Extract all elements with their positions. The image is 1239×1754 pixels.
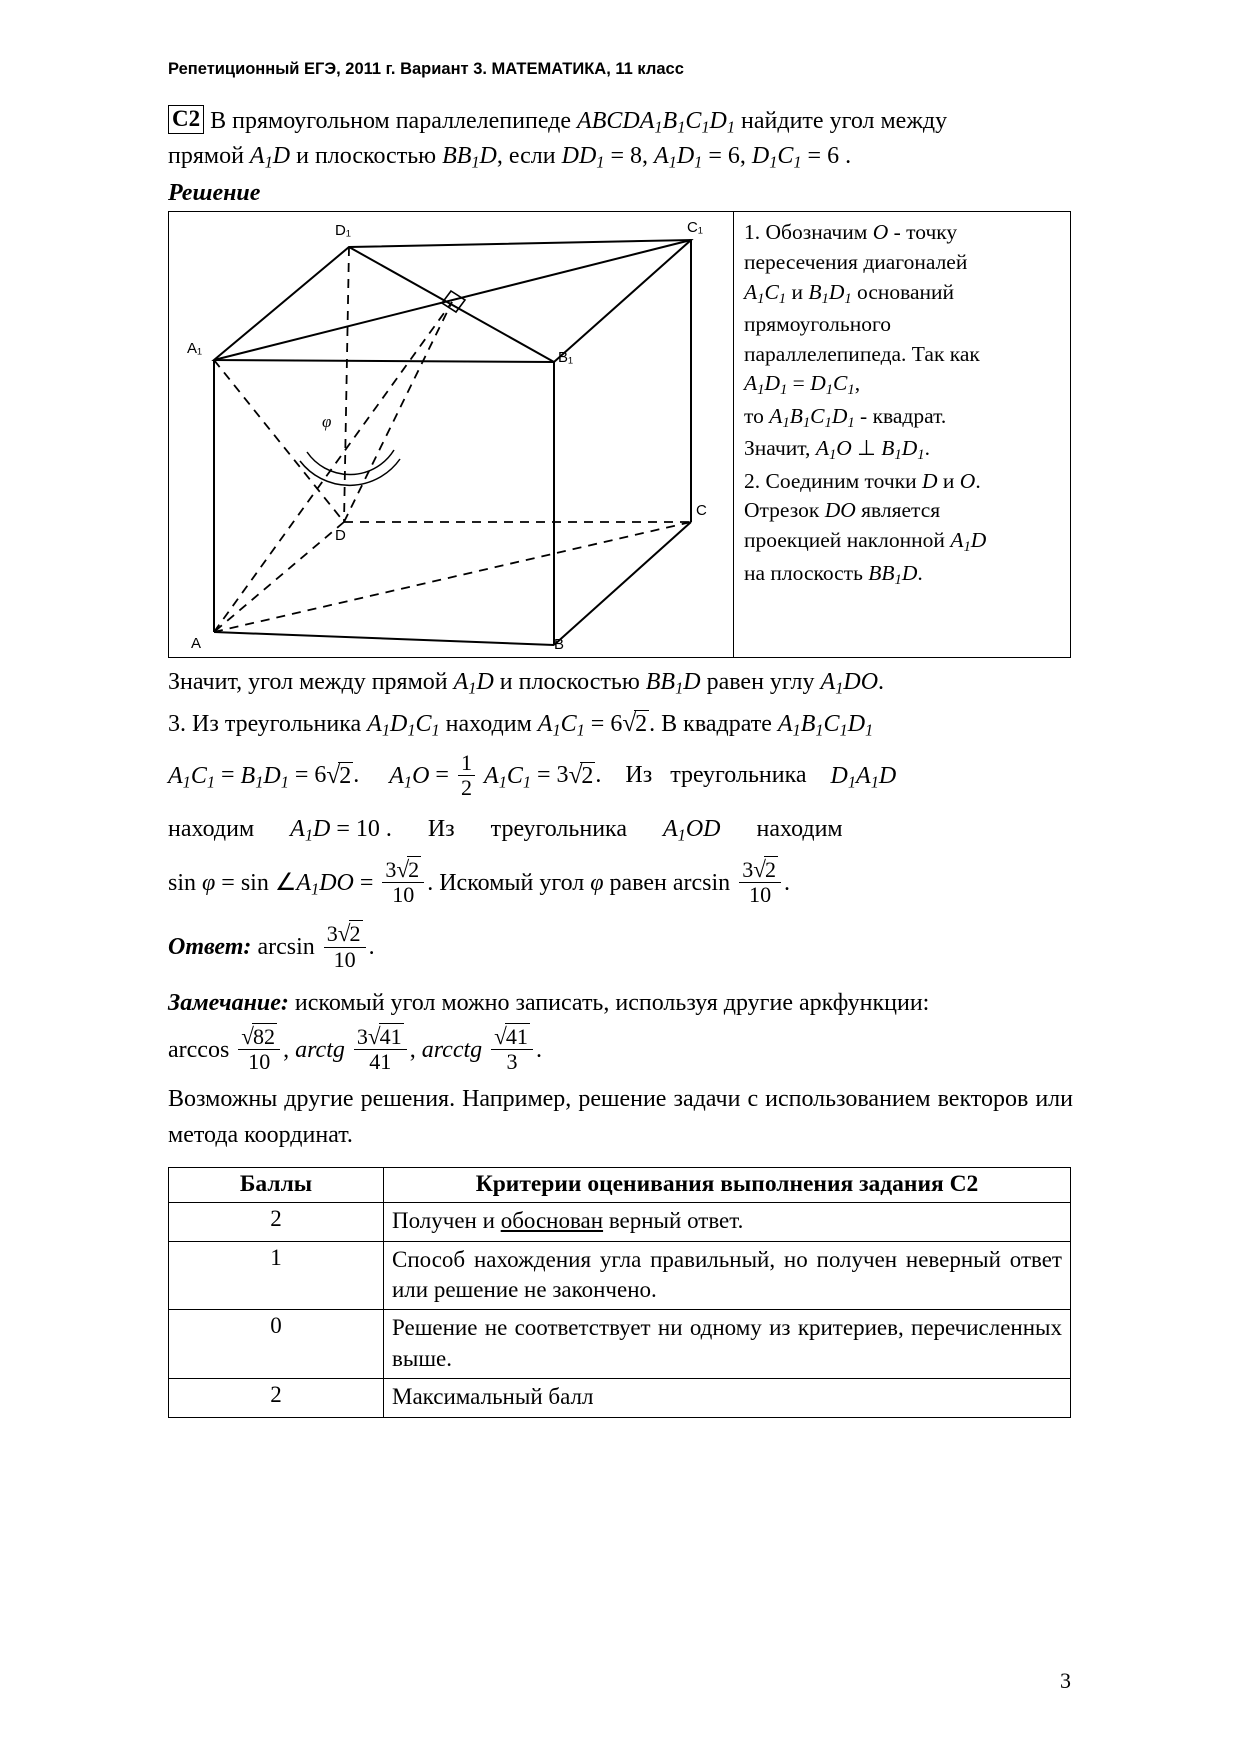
vertex-label-d1: D₁ xyxy=(335,222,351,240)
document-content xyxy=(168,104,1073,1418)
angle-phi-label: φ xyxy=(322,412,332,432)
line-after-figure: Значит, угол между прямой $A_1D$ и плоскостью $BB_1D$ равен углу $A_1DO$. xyxy=(168,669,885,698)
line-a1d: $A_1D$ xyxy=(249,143,291,172)
vertex-label-d: D xyxy=(335,527,346,545)
solution-label: Решение xyxy=(168,180,261,207)
side-text-line-4: прямоугольного xyxy=(744,312,892,337)
vertex-label-a: A xyxy=(191,635,202,653)
table-row xyxy=(169,1241,1071,1310)
side-text-line-3: $A_1C_1$ и $B_1D_1$ оснований xyxy=(744,279,955,307)
remark-text: искомый угол можно записать, используя другие аркфункции: xyxy=(294,989,930,1016)
figure-side-text xyxy=(734,212,1070,657)
given-d1c1: $D_1C_1$ xyxy=(751,143,802,172)
table-row xyxy=(169,1310,1071,1379)
task-statement: C2 В прямоугольном параллелепипеде $ABCDA_1B_1C_1D_1$ найдите угол между прямой $A_1D$ и плоскостью $BB_1D$, если $DD_1 = 8$, $A_1D_1 = 6$, $D_1C_1 = 6$ . xyxy=(168,106,948,172)
side-text-line-5: параллелепипеда. Так как xyxy=(744,341,980,366)
page-header: Репетиционный ЕГЭ, 2011 г. Вариант 3. МАТЕМАТИКА, 11 класс xyxy=(168,60,684,78)
other-solutions: Возможны другие решения. Например, решение задачи с использованием векторов или метода координат. xyxy=(168,1086,1073,1149)
remark-label: Замечание: xyxy=(168,989,289,1016)
row-desc-before: Получен и xyxy=(392,1208,501,1234)
row-score: 0 xyxy=(169,1310,384,1379)
given-a1d1: $A_1D_1$ xyxy=(654,143,703,172)
figure-drawing xyxy=(169,212,734,657)
vertex-label-b: B xyxy=(554,636,565,654)
side-text-line-8: Значит, $A_1O$ ⊥ $B_1D_1$. xyxy=(744,436,930,464)
vertex-label-c: C xyxy=(696,502,707,520)
vertex-label-a1: A₁ xyxy=(187,340,203,358)
side-text-line-10: Отрезок DO является xyxy=(744,498,941,523)
row-desc: Способ нахождения угла правильный, но получен неверный ответ или решение не закончено. xyxy=(384,1241,1071,1310)
row-desc-underline: обоснован xyxy=(500,1208,604,1234)
answer-label: Ответ: xyxy=(168,934,252,961)
remark-values: arccos $\frac{√82}{10}$ , arctg $\frac{3√41}{41}$ , arcctg $\frac{√41}{3}$ . xyxy=(168,1023,542,1075)
remark-line xyxy=(168,985,1073,1021)
page-number: 3 xyxy=(1060,1668,1071,1693)
task-statement-text-1: В прямоугольном параллелепипеде xyxy=(210,108,572,134)
step-3b: $A_1C_1 = B_1D_1 = 6√2$. $A_1O$ = $\frac{1}{2}$ $A_1C_1 = 3√2$. Из треугольника $D_1A_1D$ xyxy=(168,750,897,800)
side-text-line-1: 1. Обозначим O - точку xyxy=(744,220,958,245)
side-text-line-7: то $A_1B_1C_1D_1$ - квадрат. xyxy=(744,403,947,431)
answer-line: Ответ: arcsin $\frac{3√2}{10}$ . xyxy=(168,921,375,972)
figure-box xyxy=(168,211,1071,658)
task-number: C2 xyxy=(168,105,204,134)
row-score: 1 xyxy=(169,1241,384,1310)
task-statement-text-3: прямой xyxy=(168,143,244,170)
side-text-line-2: пересечения диагоналей xyxy=(744,250,968,274)
step-4: находим $A_1D = 10$ . Из треугольника $A_1OD$ находим xyxy=(168,815,843,845)
row-score: 2 xyxy=(169,1379,384,1417)
table-row xyxy=(169,1379,1071,1417)
task-statement-text-2: найдите угол между xyxy=(741,108,948,134)
header-score: Баллы xyxy=(169,1168,384,1203)
row-desc: Максимальный балл xyxy=(384,1379,1071,1417)
table-row xyxy=(169,1203,1071,1241)
parallelepiped-svg xyxy=(169,212,732,656)
row-score: 2 xyxy=(169,1203,384,1241)
given-dd1: $DD_1$ xyxy=(561,143,605,172)
step-5: $\sin \varphi = \sin \angle A_1DO$ = $\frac{3√2}{10}$ . Искомый угол φ равен arcsin $\frac{3√2}{10}$ . xyxy=(168,856,790,908)
task-solid-name: $ABCDA_1B_1C_1D_1$ xyxy=(577,108,736,137)
side-text-line-9: 2. Соединим точки D и O. xyxy=(744,468,981,493)
table-header-row xyxy=(169,1168,1071,1203)
vertex-label-c1: C₁ xyxy=(687,219,703,237)
header-criteria: Критерии оценивания выполнения задания С2 xyxy=(384,1168,1071,1203)
side-text-line-11: проекцией наклонной $A_1D$ xyxy=(744,528,987,556)
side-text-line-12: на плоскость $BB_1D$. xyxy=(744,560,923,588)
row-desc xyxy=(384,1203,1071,1241)
task-statement-text-5: , если xyxy=(496,143,556,170)
criteria-table xyxy=(168,1167,1071,1417)
row-desc: Решение не соответствует ни одному из критериев, перечисленных выше. xyxy=(384,1310,1071,1379)
vertex-label-b1: B₁ xyxy=(558,349,574,367)
side-text-line-6: $A_1D_1 = D_1C_1$, xyxy=(744,371,861,399)
plane-bb1d: $BB_1D$ xyxy=(442,143,497,172)
task-statement-text-4: и плоскостью xyxy=(296,143,437,170)
row-desc-after: верный ответ. xyxy=(603,1208,744,1234)
step-3: 3. Из треугольника $A_1D_1C_1$ находим $A_1C_1 = 6√2$. В квадрате $A_1B_1C_1D_1$ xyxy=(168,710,874,740)
